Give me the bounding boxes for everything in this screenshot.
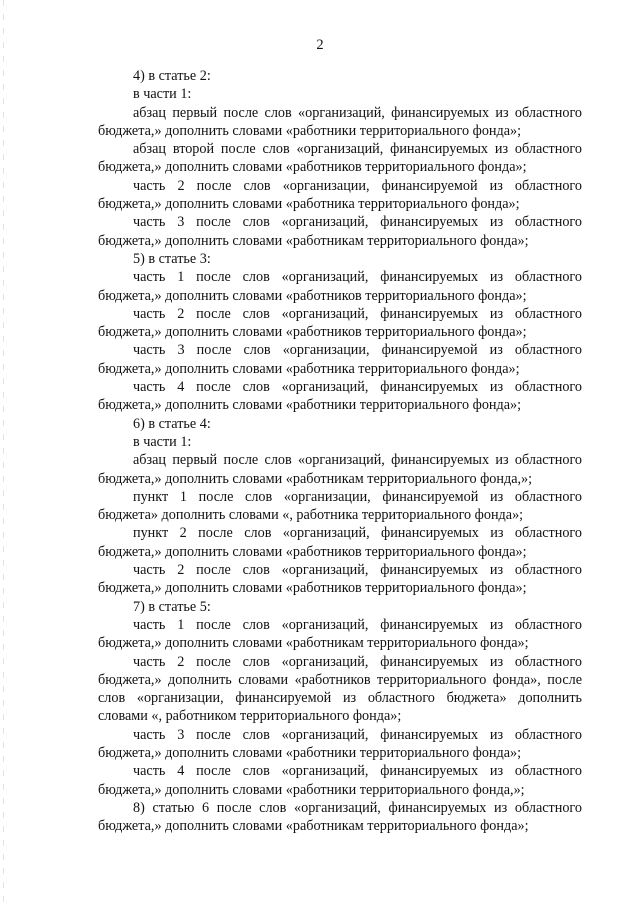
paragraph: часть 2 после слов «организации, финансируемой из областного бюджета,» дополнить словами «работника территориального фонда»; xyxy=(98,177,582,213)
paragraph-article-5: 7) в статье 5: xyxy=(133,598,211,615)
paragraph: часть 1 после слов «организаций, финансируемых из областного бюджета,» дополнить словами «работникам территориального фонда»; xyxy=(98,616,582,652)
paragraph-article-3: 5) в статье 3: xyxy=(133,250,211,267)
scan-edge-mark xyxy=(3,0,4,905)
paragraph: часть 4 после слов «организаций, финансируемых из областного бюджета,» дополнить словами «работники территориального фонда,»; xyxy=(98,763,582,798)
paragraph: часть 3 после слов «организаций, финансируемых из областного бюджета,» дополнить словами «работники территориального фонда»; xyxy=(98,726,582,761)
paragraph: часть 2 после слов «организаций, финансируемых из областного бюджета,» дополнить словами «работников территориального фонда»; xyxy=(98,305,582,341)
page-number: 2 xyxy=(316,37,324,53)
paragraph-part-1: в части 1: xyxy=(133,86,192,103)
paragraph: часть 4 после слов «организаций, финансируемых из областного бюджета,» дополнить словами «работники территориального фонда»; xyxy=(98,379,582,414)
paragraph: абзац второй после слов «организаций, финансируемых из областного бюджета,» дополнить словами «работников территориального фонда»; xyxy=(98,141,582,176)
paragraph: пункт 1 после слов «организации, финансируемой из областного бюджета» дополнить словами «, работника территориального фонда»; xyxy=(98,488,582,524)
paragraph-article-4: 6) в статье 4: xyxy=(133,415,211,432)
paragraph: часть 2 после слов «организаций, финансируемых из областного бюджета,» дополнить словами «работников территориального фонда»; xyxy=(98,562,582,597)
paragraph: часть 2 после слов «организаций, финансируемых из областного бюджета,» дополнить словами «работников территориального фонда», после слов «организации, финансируемой из областного бюджета» дополнить словами «, работником территориального фонда»; xyxy=(98,653,582,725)
paragraph: часть 1 после слов «организаций, финансируемых из областного бюджета,» дополнить словами «работников территориального фонда»; xyxy=(98,269,582,304)
paragraph: абзац первый после слов «организаций, финансируемых из областного бюджета,» дополнить словами «работники территориального фонда»; xyxy=(98,104,582,139)
document-body xyxy=(98,67,582,835)
paragraph: пункт 2 после слов «организаций, финансируемых из областного бюджета,» дополнить словами «работников территориального фонда»; xyxy=(98,525,582,560)
paragraph-article-6: 8) статью 6 после слов «организаций, финансируемых из областного бюджета,» дополнить словами «работникам территориального фонда»; xyxy=(98,799,582,835)
paragraph: часть 3 после слов «организаций, финансируемых из областного бюджета,» дополнить словами «работникам территориального фонда»; xyxy=(98,214,582,249)
paragraph: часть 3 после слов «организации, финансируемой из областного бюджета,» дополнить словами «работника территориального фонда»; xyxy=(98,342,582,377)
paragraph-article-2: 4) в статье 2: xyxy=(133,68,211,84)
paragraph: абзац первый после слов «организаций, финансируемых из областного бюджета,» дополнить словами «работникам территориального фонда,»; xyxy=(98,452,582,487)
paragraph-part-1: в части 1: xyxy=(133,433,192,450)
